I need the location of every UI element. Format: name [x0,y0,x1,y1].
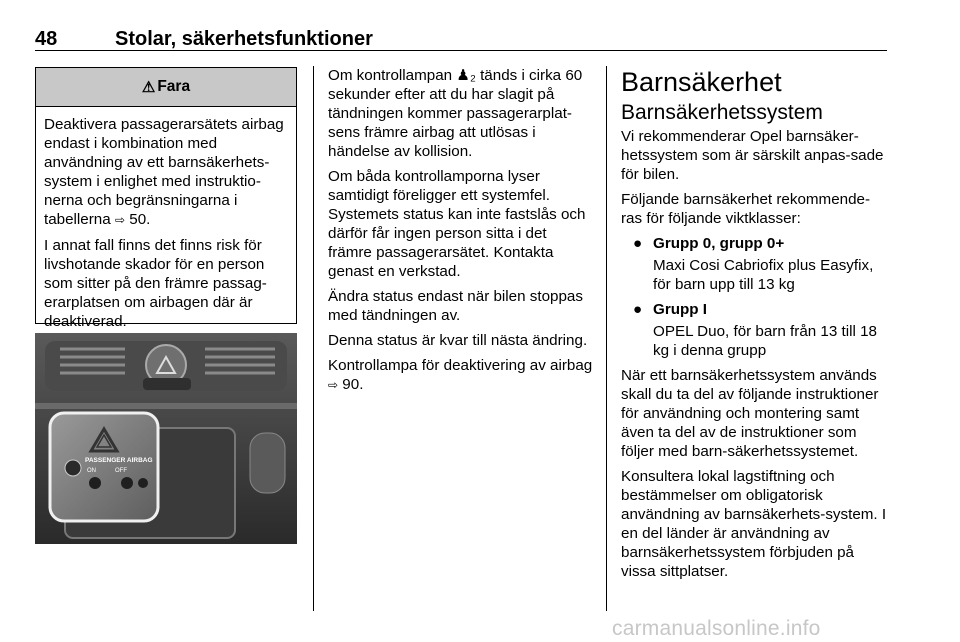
page-ref-arrow-icon: ⇨ [114,213,126,227]
bullet-dot-icon: ● [633,235,643,252]
paragraph: Ändra status endast när bilen stoppas med tändningen av. [328,288,583,324]
paragraph: När ett barnsäkerhetssystem används skall du ta del av följande instruktioner för användning och montering samt även ta del av de instruktioner som följer med barn-säkerhetssystemet. [621,367,879,460]
subsection-heading: Barnsäkerhetssystem [621,101,823,124]
paragraph: Vi rekommenderar Opel barnsäker-hetssystem som är särskilt anpas-sade för bilen. [621,128,884,183]
airbag-on-indicator-icon: ♟₂ [456,67,476,84]
airbag-off-label: OFF [115,468,127,474]
watermark: carmanualsonline.info [612,617,821,640]
text: tänds i cirka 60 sekunder efter att du har slagit på tändningen kommer passagerarplat-sens främre airbag att utlösas i händelse av kollision. [328,67,583,160]
text: Kontrollampa för deaktivering av airbag [328,357,593,374]
list-item [621,300,889,360]
list-item-desc: Maxi Cosi Cabriofix plus Easyfix, för barn upp till 13 kg [653,257,874,293]
page-header [35,28,887,52]
warning-header [36,68,296,107]
warning-body [36,107,296,331]
list-item-title: Grupp 0, grupp 0+ [653,235,785,252]
passenger-airbag-label: PASSENGER AIRBAG [85,457,153,464]
right-column [621,66,889,587]
paragraph: Om båda kontrollamporna lyser samtidigt föreligger ett systemfel. Systemets status kan inte fastslås och därför får ingen person sitta i det främre passagerarsätet. Kontakta genast en verkstad. [328,168,586,280]
middle-column [328,66,593,401]
page-number: 48 [35,28,58,50]
running-title: Stolar, säkerhetsfunktioner [115,28,373,50]
paragraph: Följande barnsäkerhet rekommende-ras för följande viktklasser: [621,191,871,227]
warning-paragraph [44,115,288,230]
column-divider [313,66,314,611]
header-rule [35,50,887,51]
list-item-title: Grupp I [653,301,707,318]
list-item [621,234,889,294]
dashboard-airbag-indicator-figure [35,333,297,544]
warning-text: Deaktivera passagerarsätets airbag endast i kombination med användning av ett barnsäkerhets-system i enlighet med instruktio-nerna och begränsningarna i tabellerna [44,116,284,228]
danger-warning-box [35,67,297,330]
indicator-paragraph [328,66,593,161]
warning-title: Fara [157,78,191,95]
text: Om kontrollampan [328,67,453,84]
paragraph: Konsultera lokal lagstiftning och bestämmelser om obligatorisk användning av barnsäkerhets-system. I en del länder är användning av barnsäkerhetssystem förbjuden på vissa sittplatser. [621,468,887,580]
paragraph: Denna status är kvar till nästa ändring. [328,332,588,349]
page-reference-link[interactable]: 90. [342,376,364,393]
paragraph [328,356,593,395]
warning-paragraph-2: I annat fall finns det finns risk för livshotande skador för en person som sitter på den främre passag-erarplatsen om airbagen där är deaktiverad. [44,237,267,330]
bullet-dot-icon: ● [633,301,643,318]
warning-triangle-icon: ⚠ [141,79,156,96]
page-reference-link[interactable]: 50. [129,211,151,228]
page-ref-arrow-icon: ⇨ [328,378,339,392]
column-divider [606,66,607,611]
airbag-on-label: ON [87,468,96,474]
section-heading: Barnsäkerhet [621,67,782,97]
list-item-desc: OPEL Duo, för barn från 13 till 18 kg i denna grupp [653,323,877,359]
